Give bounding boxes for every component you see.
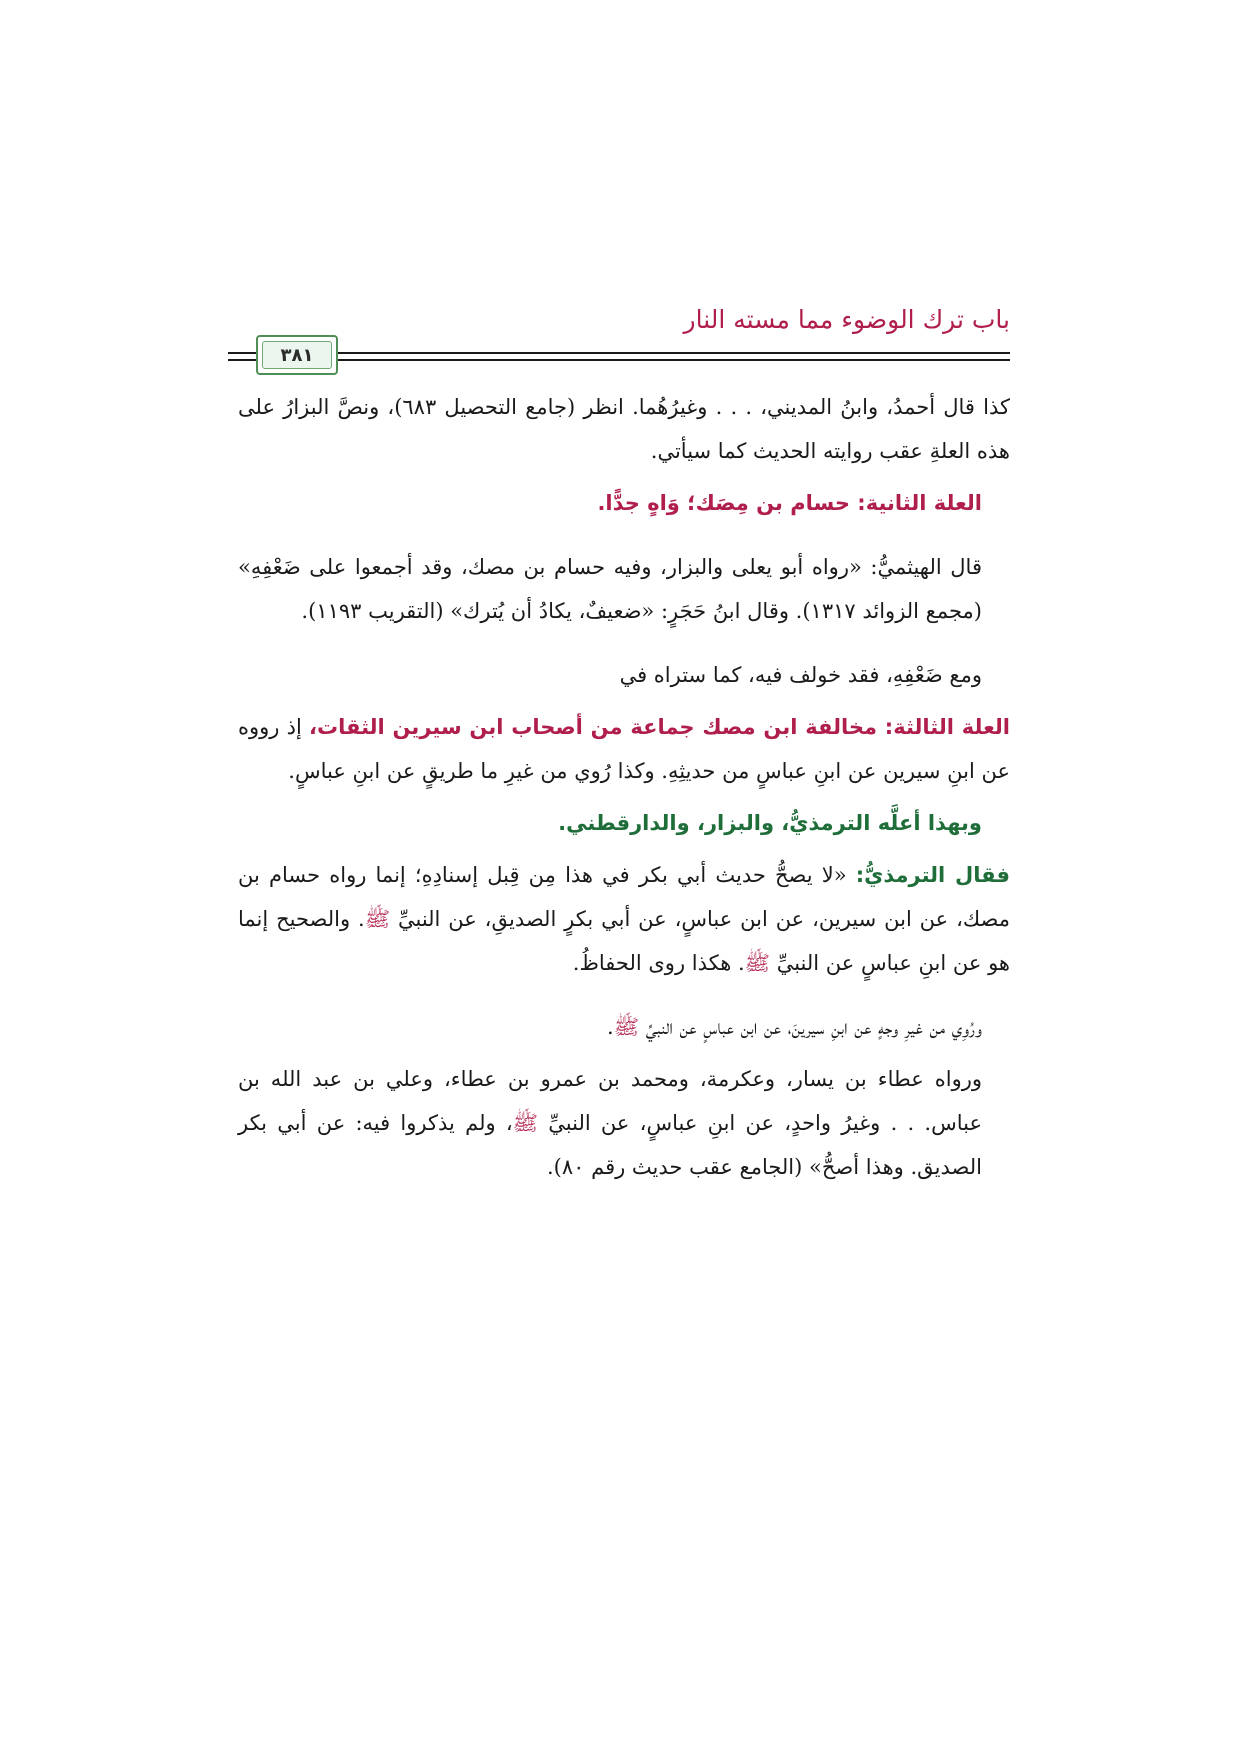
header-rule-top	[228, 352, 1010, 354]
honorific-4: ﷺ	[512, 1111, 539, 1135]
tirmidhi-lead: فقال الترمذيُّ:	[855, 863, 1010, 887]
paragraph-other-routes	[238, 1005, 1010, 1049]
honorific-1: ﷺ	[364, 907, 391, 931]
chapter-title: باب ترك الوضوء مما مسته النار	[683, 305, 1010, 334]
other-routes-text-1: ورُوِي من غيرِ وجهٍ عن ابنِ سيرينَ، عن ابن عباسٍ عن النبيِّ	[639, 1015, 982, 1039]
paragraph-1: كذا قال أحمدُ، وابنُ المديني، . . . وغيرُهُما. انظر (جامع التحصيل ٦٨٣)، ونصَّ البزارُ على هذه العلةِ عقب روايته الحديث كما سيأتي.	[238, 395, 1010, 463]
heading-third-defect: العلة الثالثة: مخالفة ابن مصك جماعة من أصحاب ابن سيرين الثقات،	[308, 715, 1011, 739]
paragraph-contradiction: ومع ضَعْفِهِ، فقد خولف فيه، كما ستراه في	[619, 663, 982, 687]
tirmidhi-text-1: «لا يصحُّ حديث أبي بكر في هذا مِن قِبل إسنادِهِ؛ إنما رواه حسام بن مصك، عن ابن سيرين، عن ابن عباسٍ، عن أبي بكرٍ الصديقِ، عن النبيِّ	[238, 863, 1011, 931]
tirmidhi-text-3: . هكذا روى الحفاظُ.	[572, 951, 745, 975]
tirmidhi-text-2: . والصحيح إنما هو عن ابنِ عباسٍ عن النبيِّ	[238, 907, 1010, 975]
narrators-text-2: ، ولم يذكروا فيه: عن أبي بكر الصديق. وهذا أصحُّ» (الجامع عقب حديث رقم ٨٠).	[238, 1111, 982, 1179]
other-routes-text-2: .	[607, 1015, 614, 1039]
paragraph-narrators	[238, 1057, 1010, 1189]
honorific-2: ﷺ	[744, 951, 771, 975]
page-number: ٣٨١	[280, 344, 314, 366]
page-body	[238, 385, 1010, 1189]
page-number-badge	[256, 335, 338, 375]
paragraph-haythami: قال الهيثميُّ: «رواه أبو يعلى والبزار، وفيه حسام بن مصك، وقد أجمعوا على ضَعْفِهِ» (مجمع الزوائد ١٣١٧). وقال ابنُ حَجَرٍ: «ضعيفٌ، يكادُ أن يُترك» (التقريب ١١٩٣).	[238, 555, 982, 623]
page-number-frame	[262, 341, 332, 369]
paragraph-tirmidhi	[238, 853, 1010, 985]
third-defect-text: إذ رووه عن ابنِ سيرين عن ابنِ عباسٍ من حديثِهِ. وكذا رُوي من غيرِ ما طريقٍ عن ابنِ عباسٍ.	[238, 715, 1010, 783]
heading-second-defect: العلة الثانية: حسام بن مِصَك؛ وَاهٍ جدًّا.	[597, 491, 982, 515]
narrators-text-1: ورواه عطاء بن يسار، وعكرمة، ومحمد بن عمرو بن عطاء، وعلي بن عبد الله بن عباس. . . وغيرُ واحدٍ، عن ابنِ عباسٍ، عن النبيِّ	[238, 1067, 982, 1135]
page-header	[228, 305, 1010, 365]
heading-criticism: وبهذا أعلَّه الترمذيُّ، والبزار، والدارقطني.	[558, 811, 982, 835]
paragraph-third-defect	[238, 705, 1010, 793]
honorific-3: ﷺ	[613, 1015, 640, 1039]
header-rule-bottom	[228, 359, 1010, 361]
